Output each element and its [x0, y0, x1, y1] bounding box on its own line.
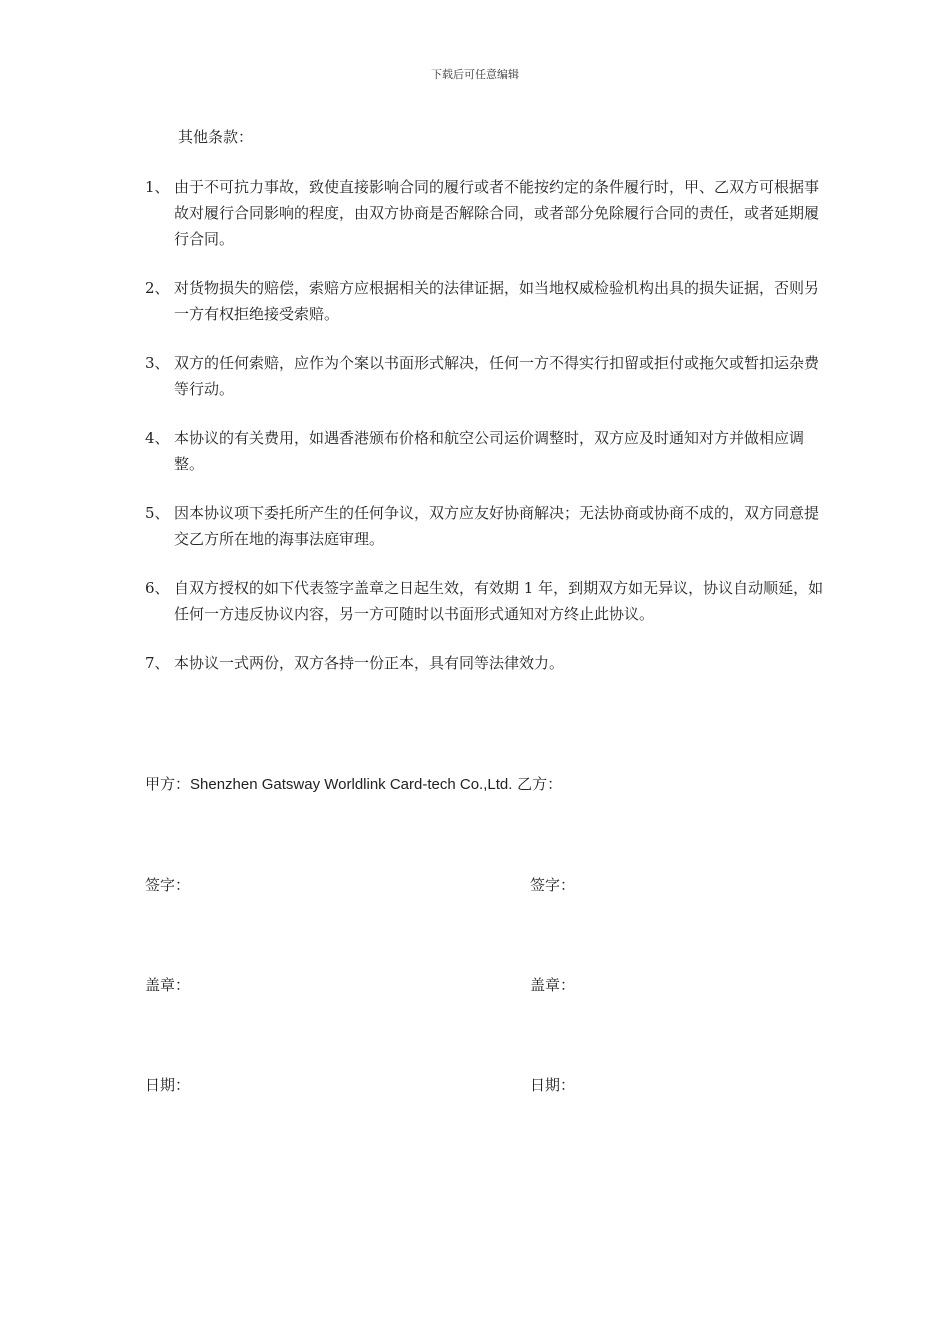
- clause-6: [145, 575, 825, 627]
- clause-text: 自双方授权的如下代表签字盖章之日起生效，有效期 1 年，到期双方如无异议，协议自动顺延，如任何一方违反协议内容，另一方可随时以书面形式通知对方终止此协议。: [174, 579, 824, 623]
- intro-heading: 其他条款：: [178, 128, 254, 146]
- party-a-date-label: 日期：: [145, 1076, 191, 1094]
- clause-text: 因本协议项下委托所产生的任何争议，双方应友好协商解决；无法协商或协商不成的，双方同意提交乙方所在地的海事法庭审理。: [174, 504, 820, 548]
- clause-number: 7、: [145, 654, 170, 672]
- clause-number: 3、: [145, 354, 170, 372]
- clause-text: 本协议一式两份，双方各持一份正本，具有同等法律效力。: [174, 654, 565, 672]
- party-b-date-label: 日期：: [530, 1076, 576, 1094]
- clause-text: 由于不可抗力事故，致使直接影响合同的履行或者不能按约定的条件履行时，甲、乙双方可根据事故对履行合同影响的程度，由双方协商是否解除合同，或者部分免除履行合同的责任，或者延期履行合同。: [174, 178, 820, 248]
- party-a-label: 甲方：: [145, 775, 191, 793]
- clause-text: 本协议的有关费用，如遇香港颁布价格和航空公司运价调整时，双方应及时通知对方并做相应调整。: [174, 429, 805, 473]
- clause-list: [145, 174, 825, 699]
- clause-text: 双方的任何索赔，应作为个案以书面形式解决，任何一方不得实行扣留或拒付或拖欠或暂扣运杂费等行动。: [174, 354, 820, 398]
- clause-3: [145, 350, 825, 402]
- parties-line: [145, 773, 562, 794]
- clause-number: 1、: [145, 178, 170, 196]
- party-b-label: 乙方：: [512, 775, 563, 793]
- clause-text: 对货物损失的赔偿，索赔方应根据相关的法律证据，如当地权威检验机构出具的损失证据，否则另一方有权拒绝接受索赔。: [174, 279, 820, 323]
- clause-number: 2、: [145, 279, 170, 297]
- clause-number: 5、: [145, 504, 170, 522]
- party-b-sign-label: 签字：: [530, 876, 576, 894]
- header-note: 下载后可任意编辑: [431, 68, 519, 81]
- clause-2: [145, 275, 825, 327]
- party-a-sign-label: 签字：: [145, 876, 191, 894]
- party-a-name: Shenzhen Gatsway Worldlink Card-tech Co.,Ltd.: [190, 776, 513, 793]
- clause-number: 6、: [145, 579, 170, 597]
- clause-1: [145, 174, 825, 252]
- clause-number: 4、: [145, 429, 170, 447]
- party-b-seal-label: 盖章：: [530, 976, 576, 994]
- party-a-seal-label: 盖章：: [145, 976, 191, 994]
- clause-5: [145, 500, 825, 552]
- clause-4: [145, 425, 825, 477]
- clause-7: [145, 650, 825, 676]
